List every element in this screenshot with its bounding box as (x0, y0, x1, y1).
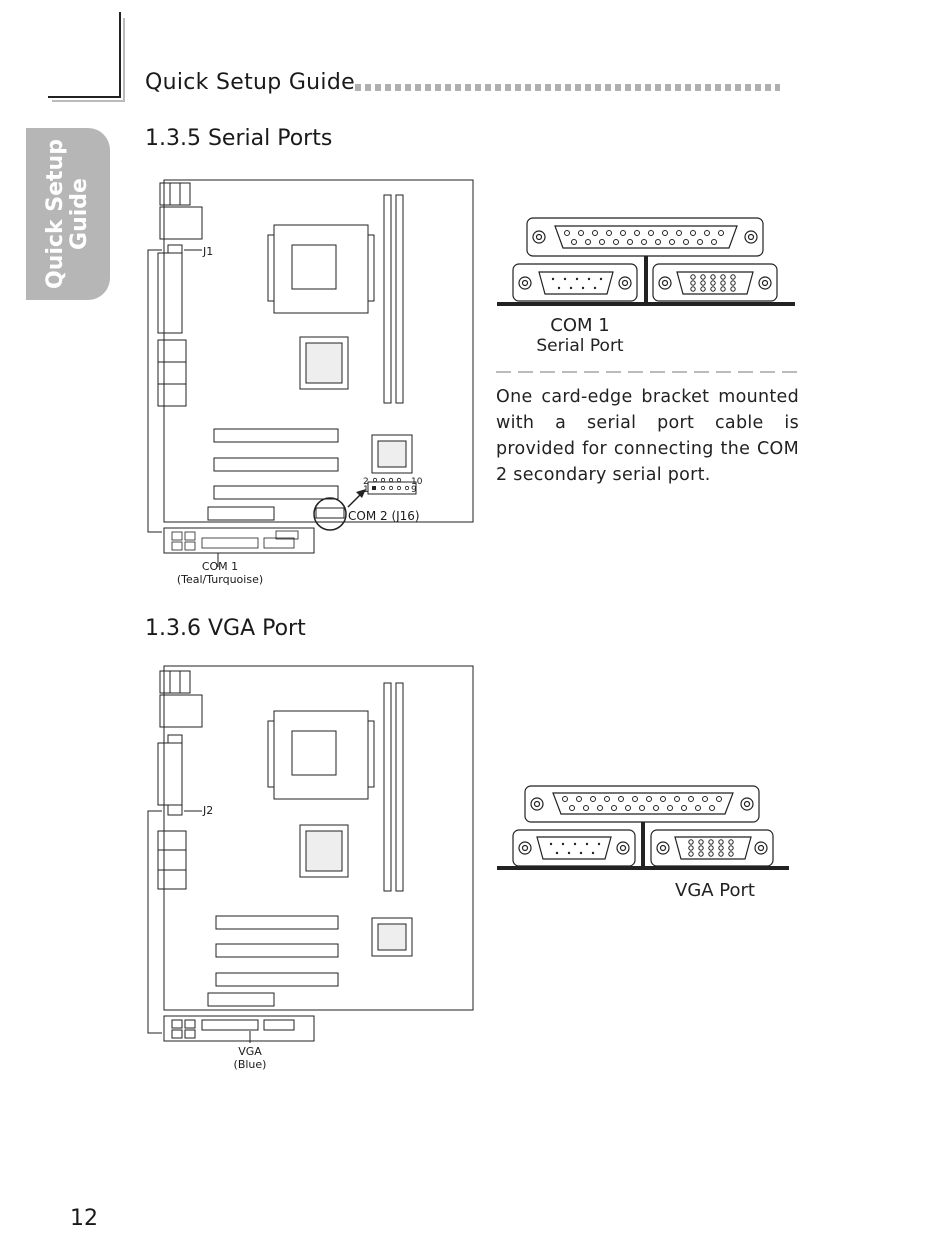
dashed-divider (496, 370, 800, 374)
connector-caption-vga: VGA Port (675, 880, 755, 901)
corner-mark-horizontal (48, 96, 121, 98)
side-tab-label (26, 128, 110, 300)
label-j2: J2 (203, 804, 214, 817)
com2-pin-1: 1 (363, 485, 369, 495)
motherboard-diagram-vga (140, 663, 470, 1073)
io-connector-panel-vga (497, 784, 797, 874)
page-number: 12 (70, 1206, 98, 1231)
corner-mark-horizontal-shadow (52, 100, 125, 102)
side-tab-line1: Quick Setup (43, 139, 68, 289)
vga-section-title: 1.3.6 VGA Port (145, 616, 306, 641)
side-tab-line2: Guide (67, 178, 92, 250)
label-j1: J1 (203, 245, 214, 258)
header-dotted-rule (355, 84, 780, 92)
io-connector-panel-serial (497, 216, 797, 306)
caption-com1-line1: COM 1 (550, 315, 610, 336)
corner-mark-vertical (119, 12, 121, 98)
label-com2-j16: COM 2 (J16) (348, 509, 420, 523)
serial-section-title: 1.3.5 Serial Ports (145, 126, 333, 151)
label-com1-board (170, 560, 270, 586)
corner-mark-vertical-shadow (123, 18, 125, 102)
com2-pin-2: 2 (363, 477, 369, 487)
label-vga-color: (Blue) (233, 1058, 267, 1071)
com2-pin-10: 10 (411, 477, 423, 487)
label-vga: VGA (238, 1045, 262, 1058)
serial-description: One card-edge bracket mounted with a serial port cable is provided for connecting the COM 2 secondary serial port. (496, 387, 799, 485)
connector-caption-com1 (525, 315, 635, 356)
label-vga-board (220, 1045, 280, 1071)
motherboard-diagram-serial (140, 175, 470, 595)
page-header-title: Quick Setup Guide (145, 70, 355, 95)
label-com1: COM 1 (201, 560, 239, 573)
label-com1-color: (Teal/Turquoise) (176, 573, 264, 586)
com2-pin-9: 9 (411, 485, 417, 495)
caption-com1-line2: Serial Port (536, 336, 624, 356)
